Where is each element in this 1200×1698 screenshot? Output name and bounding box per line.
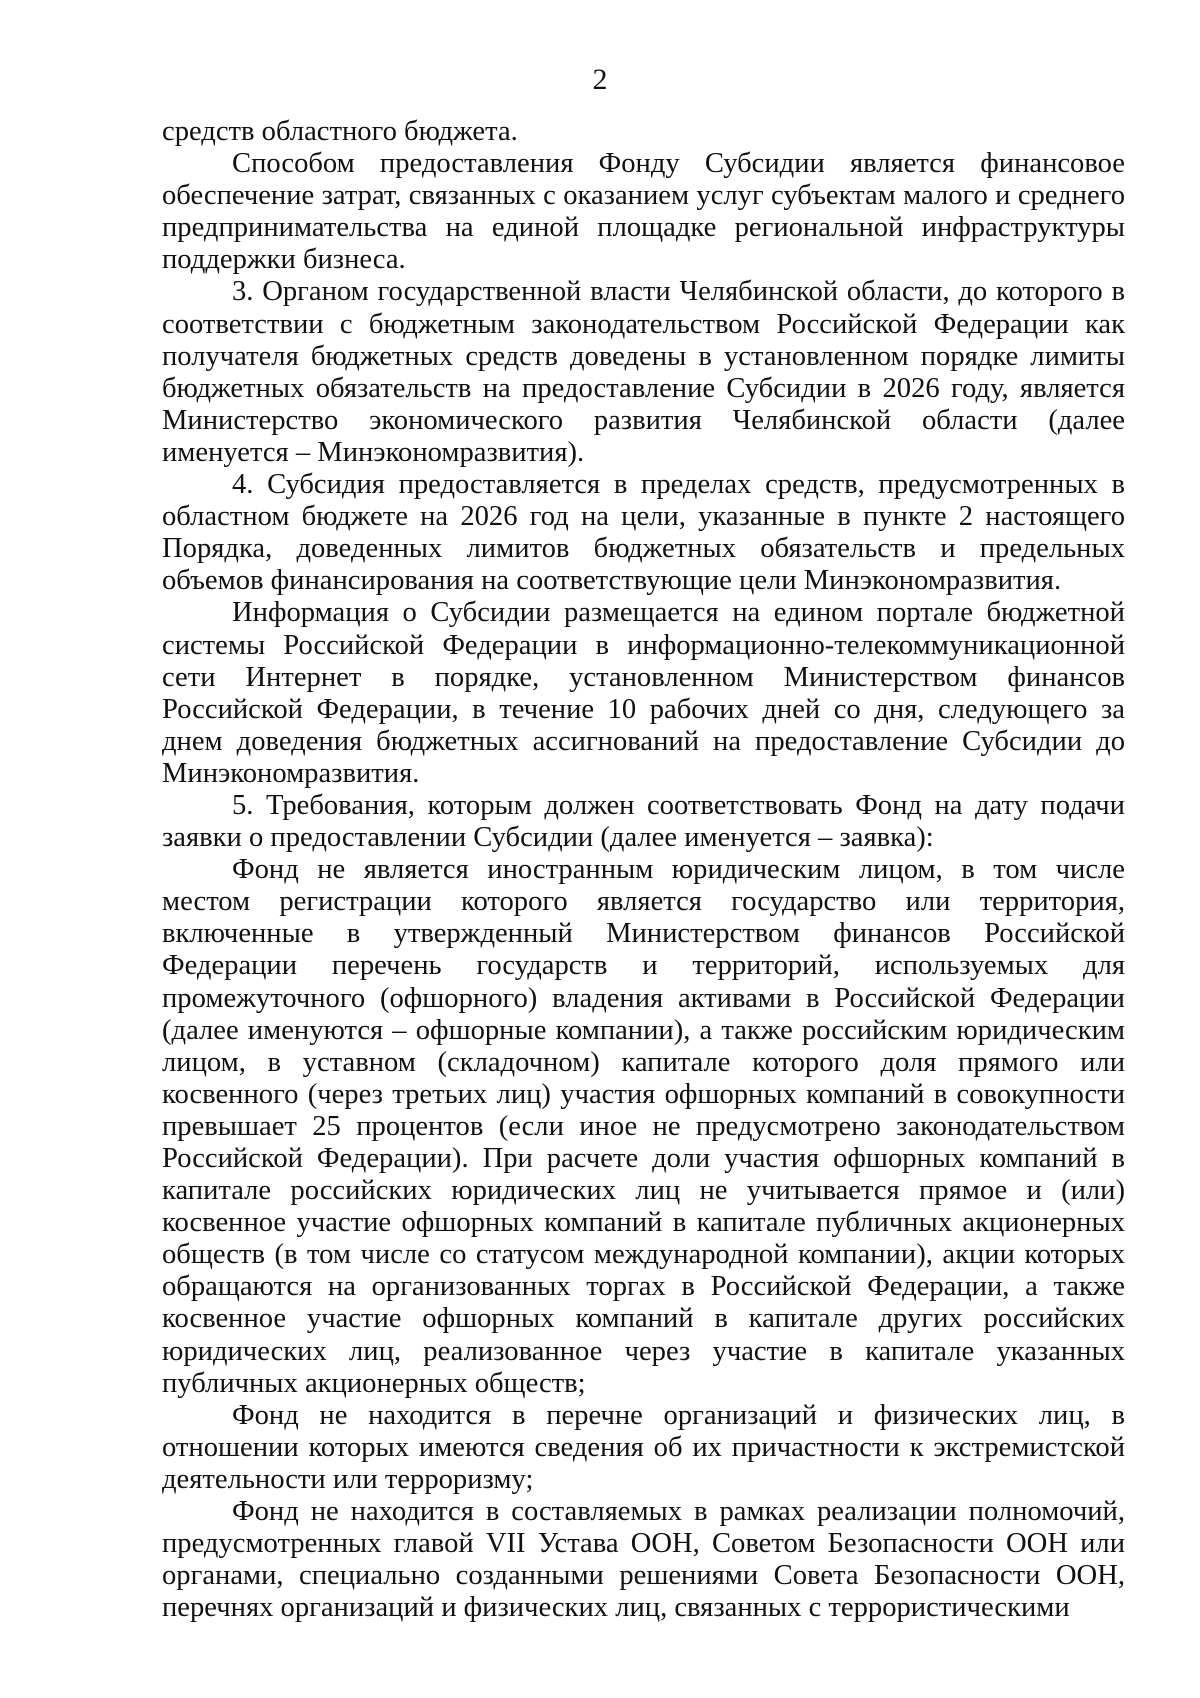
paragraph-item-4: 4. Субсидия предоставляется в пределах средств, предусмотренных в областном бюджете на 2026 год на цели, указанные в пункте 2 настоящего Порядка, доведенных лимитов бюджетных обязательств и предельных объемов финансирования на соответствующие цели Минэкономразвития. bbox=[162, 469, 1125, 597]
paragraph-subsidy-method: Способом предоставления Фонду Субсидии является финансовое обеспечение затрат, связанных с оказанием услуг субъектам малого и среднего предпринимательства на единой площадке региональной инфраструктуры поддержки бизнеса. bbox=[162, 148, 1125, 276]
paragraph-extremism-requirement: Фонд не находится в перечне организаций и физических лиц, в отношении которых имеются сведения об их причастности к экстремистской деятельности или терроризму; bbox=[162, 1399, 1125, 1495]
document-body bbox=[162, 116, 1125, 1624]
paragraph-item-5: 5. Требования, которым должен соответствовать Фонд на дату подачи заявки о предоставлении Субсидии (далее именуется – заявка): bbox=[162, 789, 1125, 854]
paragraph-subsidy-info: Информация о Субсидии размещается на едином портале бюджетной системы Российской Федерации в информационно-телекоммуникационной сети Интернет в порядке, установленном Министерством финансов Российской Федерации, в течение 10 рабочих дней со дня, следующего за днем доведения бюджетных ассигнований на предоставление Субсидии до Минэкономразвития. bbox=[162, 597, 1125, 789]
paragraph-offshore-requirement: Фонд не является иностранным юридическим лицом, в том числе местом регистрации которого является государство или территория, включенные в утвержденный Министерством финансов Российской Федерации перечень государств и территорий, используемых для промежуточного (офшорного) владения активами в Российской Федерации (далее именуются – офшорные компании), а также российским юридическим лицом, в уставном (складочном) капитале которого доля прямого или косвенного (через третьих лиц) участия офшорных компаний в совокупности превышает 25 процентов (если иное не предусмотрено законодательством Российской Федерации). При расчете доли участия офшорных компаний в капитале российских юридических лиц не учитывается прямое и (или) косвенное участие офшорных компаний в капитале публичных акционерных обществ (в том числе со статусом международной компании), акции которых обращаются на организованных торгах в Российской Федерации, а также косвенное участие офшорных компаний в капитале других российских юридических лиц, реализованное через участие в капитале указанных публичных акционерных обществ; bbox=[162, 854, 1125, 1399]
page-number: 2 bbox=[592, 63, 608, 96]
paragraph-un-sanctions-requirement: Фонд не находится в составляемых в рамках реализации полномочий, предусмотренных главой VII Устава ООН, Советом Безопасности ООН или органами, специально созданными решениями Совета Безопасности ООН, перечнях организаций и физических лиц, связанных с террористическими bbox=[162, 1496, 1125, 1624]
paragraph-continuation: средств областного бюджета. bbox=[162, 116, 518, 147]
paragraph-item-3: 3. Органом государственной власти Челябинской области, до которого в соответствии с бюджетным законодательством Российской Федерации как получателя бюджетных средств доведены в установленном порядке лимиты бюджетных обязательств на предоставление Субсидии в 2026 году, является Министерство экономического развития Челябинской области (далее именуется – Минэкономразвития). bbox=[162, 276, 1125, 468]
